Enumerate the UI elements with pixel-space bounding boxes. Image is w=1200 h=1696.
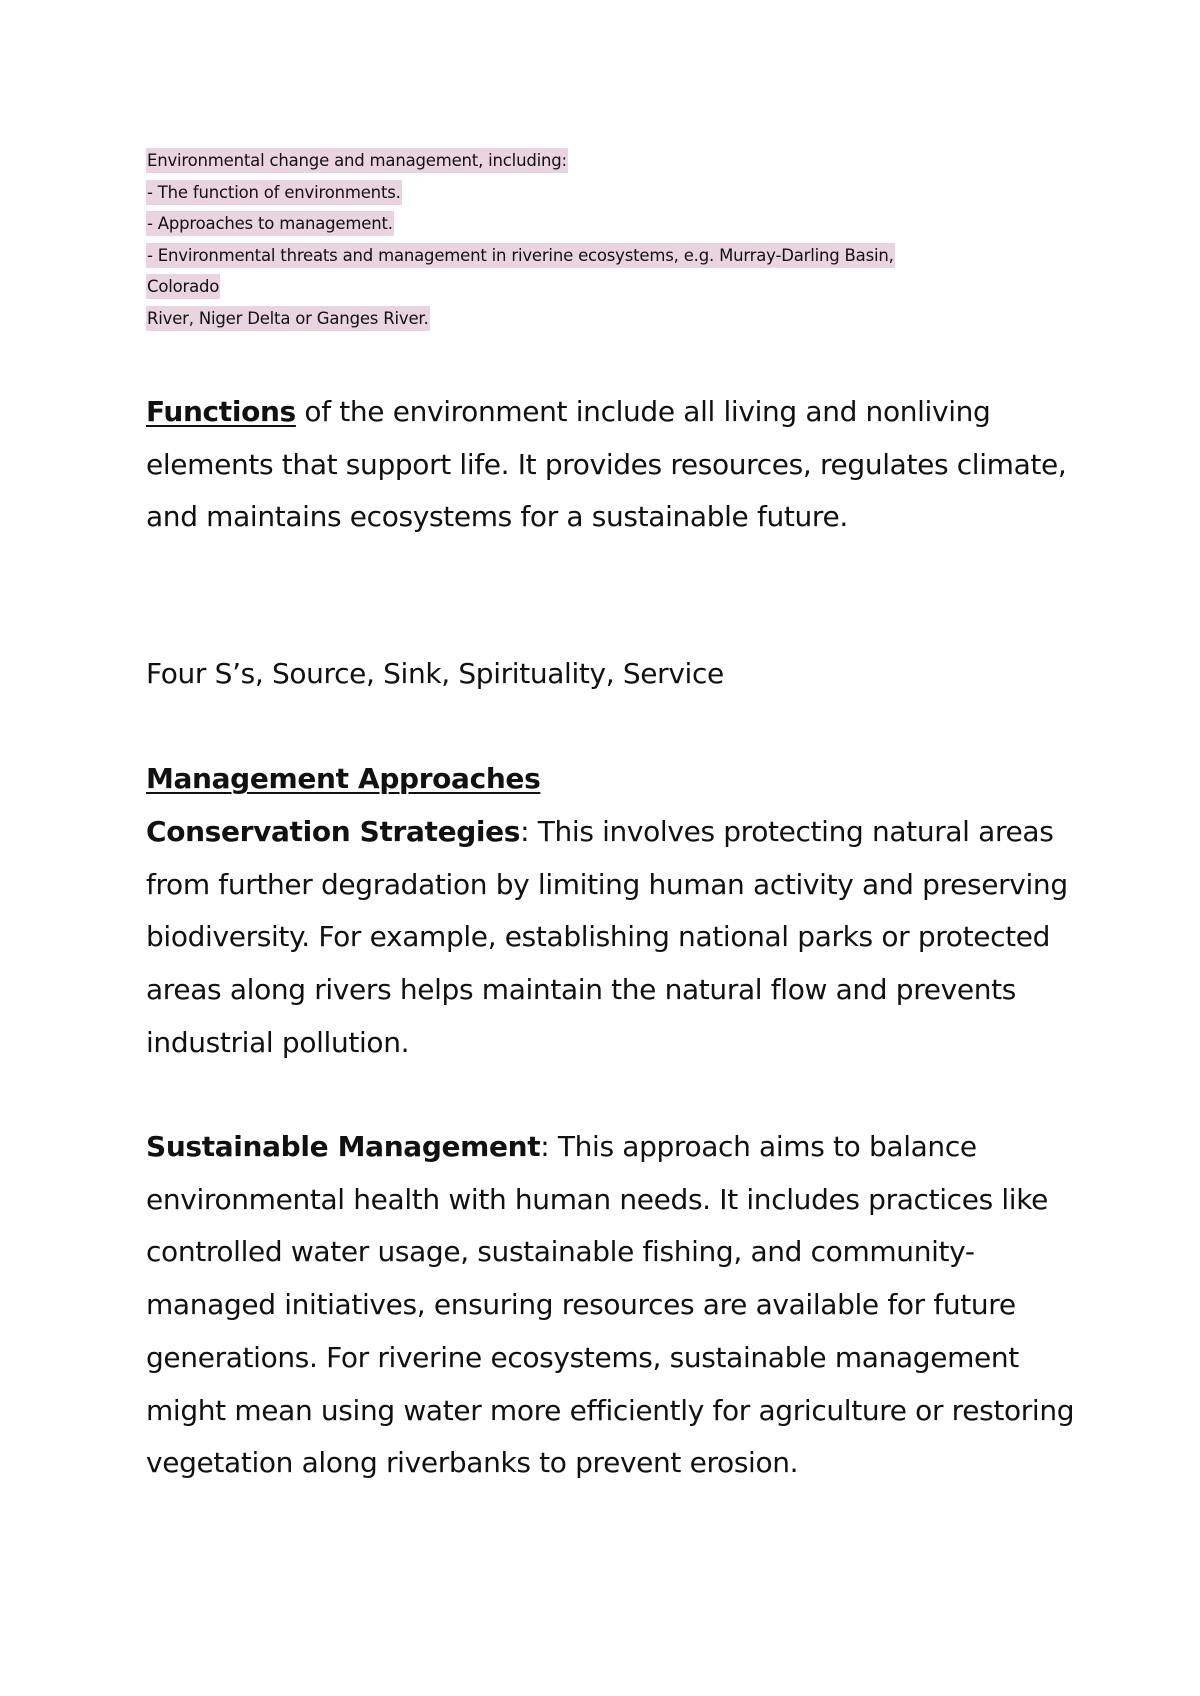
- syllabus-line: [146, 208, 1046, 240]
- syllabus-block: [146, 145, 1046, 334]
- functions-term: Functions: [146, 395, 296, 428]
- conservation-term: Conservation Strategies: [146, 815, 521, 848]
- functions-text: of the environment include all living and nonliving elements that support life. It provides resources, regulates climate, and maintains ecosystems for a sustainable future.: [146, 395, 1067, 534]
- syllabus-line-text: Environmental change and management, including:: [146, 148, 568, 173]
- syllabus-line-text: - Approaches to management.: [146, 211, 394, 236]
- four-s-line: Four S’s, Source, Sink, Spirituality, Service: [146, 657, 724, 690]
- management-heading: [146, 753, 1086, 806]
- sustainable-text: : This approach aims to balance environmental health with human needs. It includes practices like controlled water usage, sustainable fishing, and community-managed initiatives, ensuring resources are available for future generations. For riverine ecosystems, sustainable management might mean using water more efficiently for agriculture or restoring vegetation along riverbanks to prevent erosion.: [146, 1130, 1075, 1480]
- syllabus-line: [146, 240, 1046, 272]
- syllabus-line: [146, 177, 1046, 209]
- syllabus-line: [146, 271, 1046, 303]
- management-heading-text: Management Approaches: [146, 762, 541, 795]
- sustainable-paragraph: [146, 1121, 1086, 1490]
- conservation-text: : This involves protecting natural areas from further degradation by limiting human activity and preserving biodiversity. For example, establishing national parks or protected areas along rivers helps maintain the natural flow and prevents industrial pollution.: [146, 815, 1068, 1059]
- syllabus-line-text: - Environmental threats and management in riverine ecosystems, e.g. Murray-Darling Basin,: [146, 243, 895, 268]
- sustainable-term: Sustainable Management: [146, 1130, 541, 1163]
- conservation-paragraph: [146, 806, 1086, 1070]
- functions-paragraph: [146, 386, 1086, 544]
- syllabus-line-text: Colorado: [146, 274, 220, 299]
- syllabus-line: [146, 145, 1046, 177]
- syllabus-line: [146, 303, 1046, 335]
- syllabus-line-text: - The function of environments.: [146, 180, 402, 205]
- syllabus-line-text: River, Niger Delta or Ganges River.: [146, 306, 430, 331]
